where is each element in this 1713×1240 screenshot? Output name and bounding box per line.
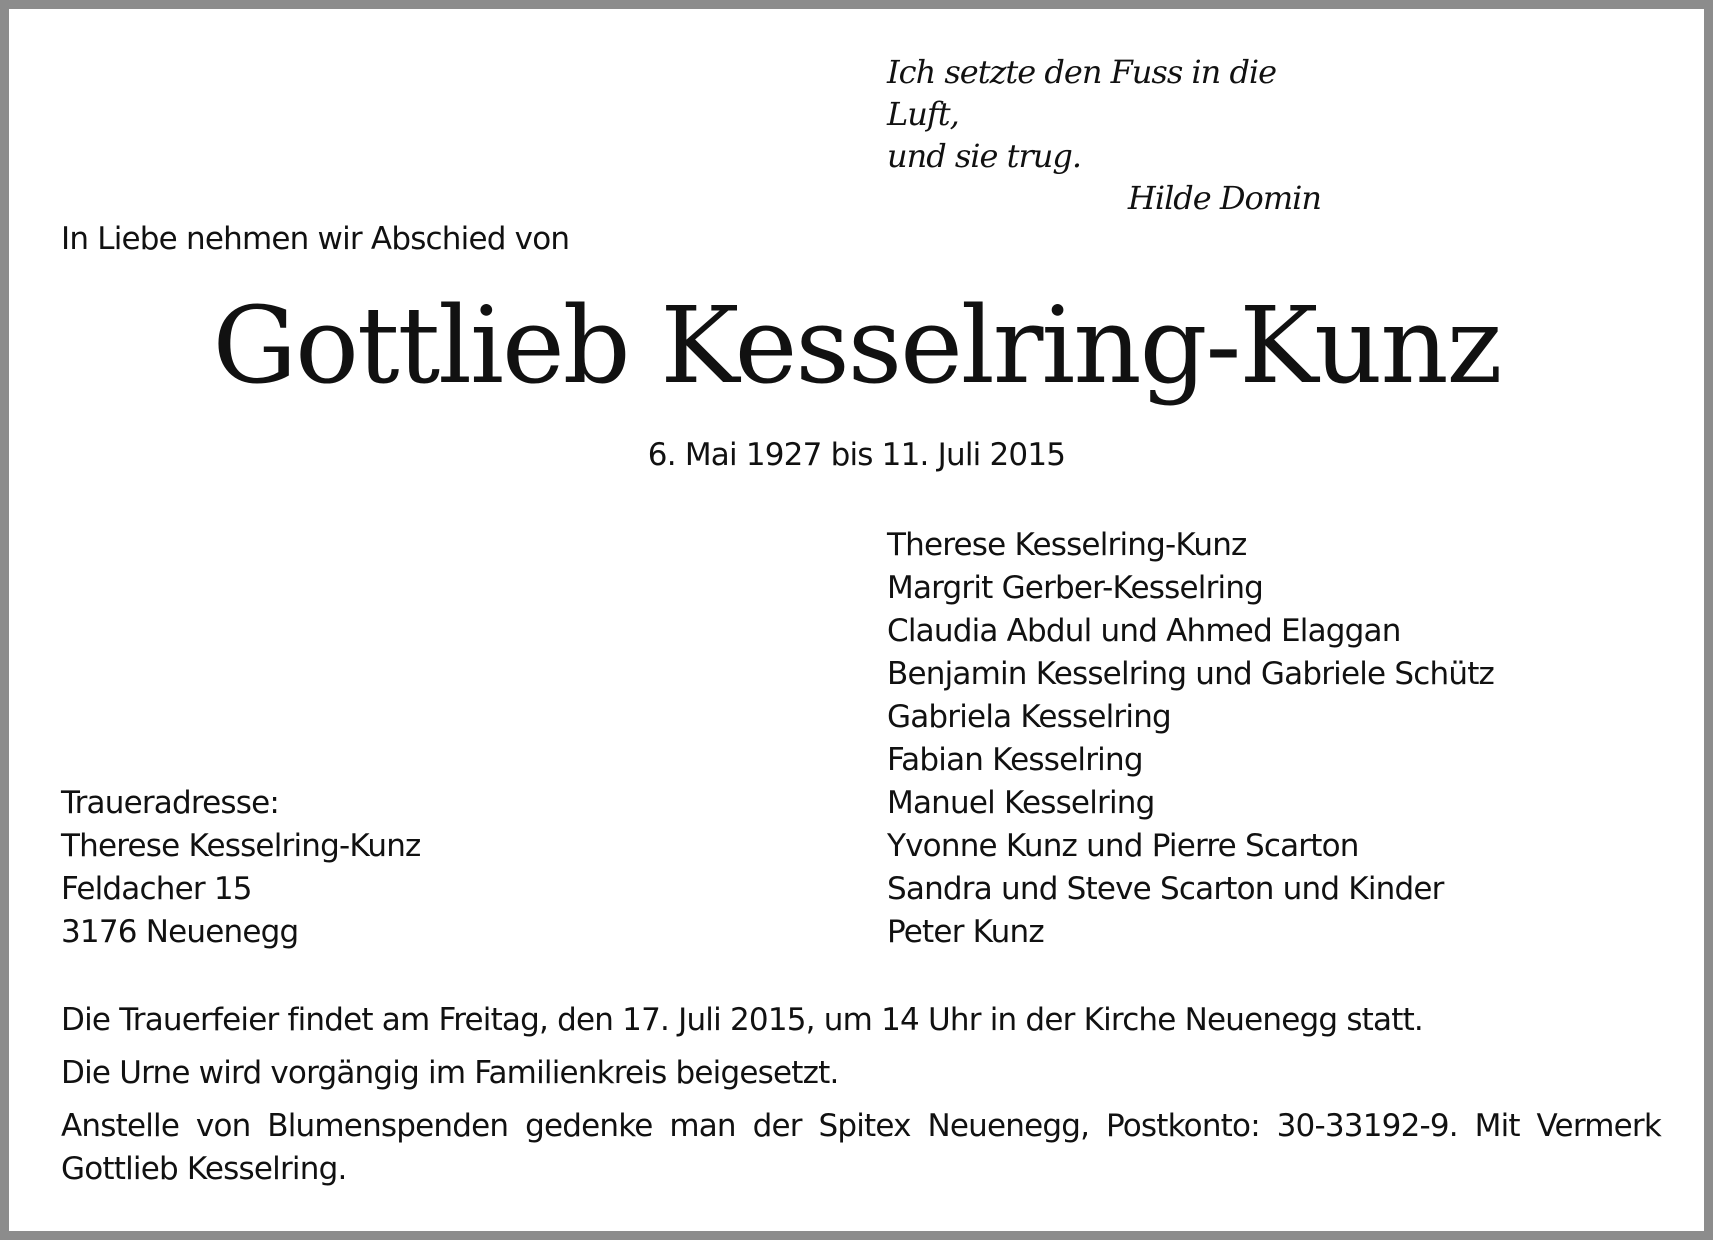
deceased-name: Gottlieb Kesselring-Kunz	[212, 284, 1501, 407]
epigraph-quote	[887, 51, 1327, 219]
mourner-item: Manuel Kesselring	[887, 785, 1155, 821]
address-heading: Traueradresse:	[61, 785, 280, 821]
mourner-item: Yvonne Kunz und Pierre Scarton	[887, 828, 1359, 864]
mourner-item: Sandra und Steve Scarton und Kinder	[887, 871, 1444, 907]
mourner-item: Peter Kunz	[887, 914, 1044, 950]
address-name: Therese Kesselring-Kunz	[61, 828, 421, 864]
ceremony-notice: Die Trauerfeier findet am Freitag, den 17. Juli 2015, um 14 Uhr in der Kirche Neuenegg statt.	[61, 1002, 1423, 1038]
life-dates: 6. Mai 1927 bis 11. Juli 2015	[647, 437, 1066, 473]
mourner-item: Gabriela Kesselring	[887, 699, 1171, 735]
intro-text: In Liebe nehmen wir Abschied von	[61, 221, 570, 257]
mourner-item: Margrit Gerber-Kesselring	[887, 570, 1264, 606]
mourner-item: Therese Kesselring-Kunz	[887, 527, 1247, 563]
quote-line: und sie trug.	[887, 137, 1082, 175]
address-city: 3176 Neuenegg	[61, 914, 299, 950]
obituary-notice	[9, 9, 1704, 1231]
mourner-item: Claudia Abdul und Ahmed Elaggan	[887, 613, 1401, 649]
notices	[61, 999, 1661, 1201]
address-street: Feldacher 15	[61, 871, 252, 907]
quote-author: Hilde Domin	[1127, 179, 1321, 217]
mourner-item: Benjamin Kesselring und Gabriele Schütz	[887, 656, 1495, 692]
mourning-address	[61, 782, 421, 954]
mourners-list	[887, 524, 1494, 954]
urn-notice: Die Urne wird vorgängig im Familienkreis beigesetzt.	[61, 1055, 839, 1091]
quote-line: Ich setzte den Fuss in die Luft,	[887, 53, 1277, 133]
mourner-item: Fabian Kesselring	[887, 742, 1143, 778]
donation-notice: Anstelle von Blumenspenden gedenke man der Spitex Neuenegg, Postkonto: 30-33192-9. Mit Vermerk Gottlieb Kesselring.	[61, 1108, 1661, 1187]
